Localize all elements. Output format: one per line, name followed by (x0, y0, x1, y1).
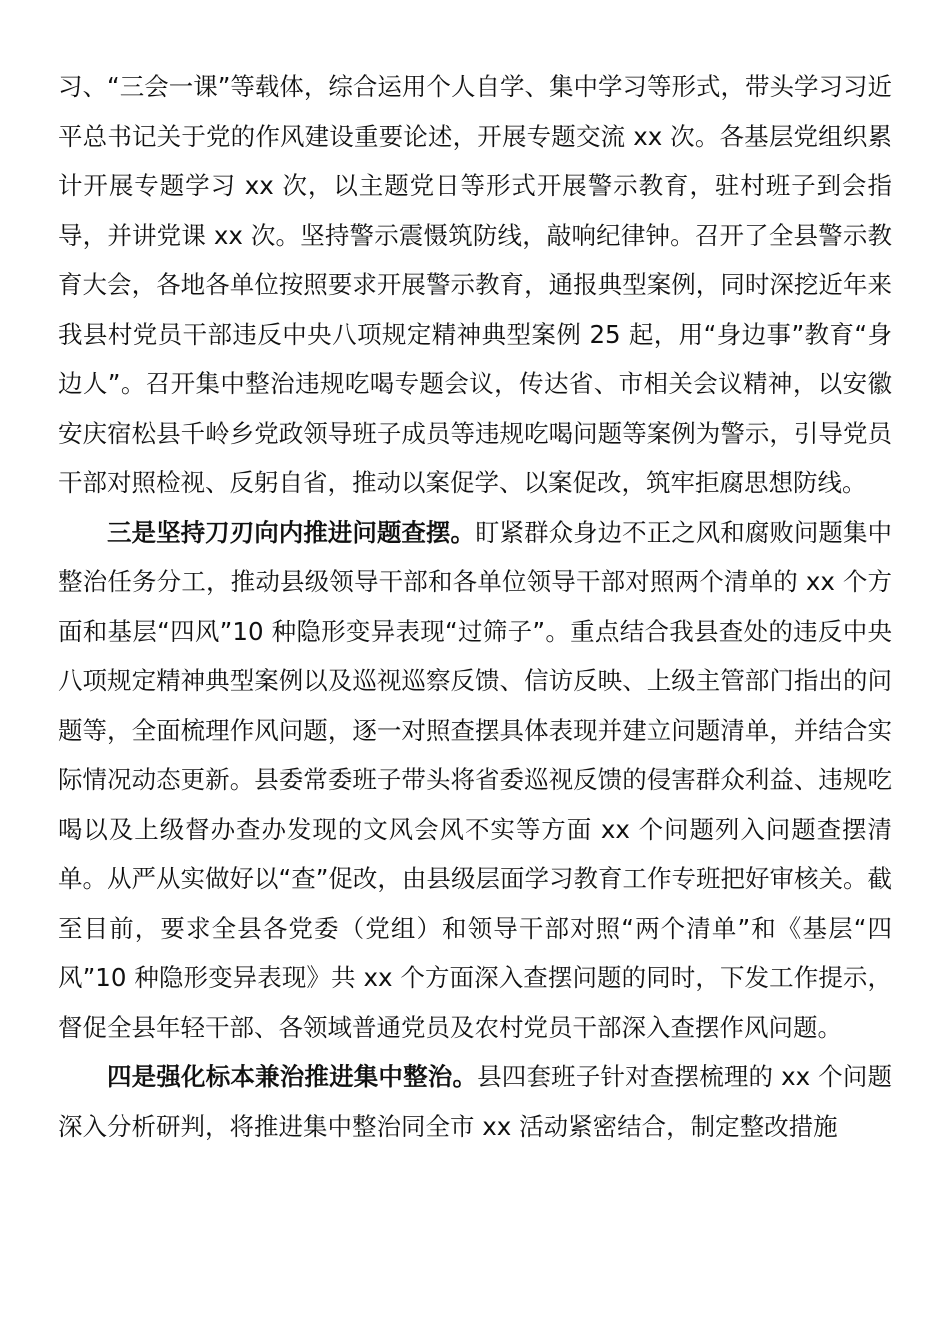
paragraph-continued (58, 62, 892, 508)
paragraph-problem-review (58, 508, 892, 1053)
document-page (58, 62, 892, 1151)
paragraph-body: 盯紧群众身边不正之风和腐败问题集中整治任务分工，推动县级领导干部和各单位领导干部对照两个清单的 xx 个方面和基层“四风”10 种隐形变异表现“过筛子”。重点结合我县查处的违反中央八项规定精神典型案例以及巡视巡察反馈、信访反映、上级主管部门指出的问题等，全面梳理作风问题，逐一对照查摆具体表现并建立问题清单，并结合实际情况动态更新。县委常委班子带头将省委巡视反馈的侵害群众利益、违规吃喝以及上级督办查办发现的文风会风不实等方面 xx 个问题列入问题查摆清单。从严从实做好以“查”促改，由县级层面学习教育工作专班把好审核关。截至目前，要求全县各党委（党组）和领导干部对照“两个清单”和《基层“四风”10 种隐形变异表现》共 xx 个方面深入查摆问题的同时，下发工作提示，督促全县年轻干部、各领域普通党员及农村党员干部深入查摆作风问题。 (58, 517, 892, 1042)
paragraph-heading: 四是强化标本兼治推进集中整治。 (107, 1062, 478, 1091)
paragraph-heading: 三是坚持刀刃向内推进问题查摆。 (107, 517, 475, 547)
paragraph-rectification (58, 1052, 892, 1151)
paragraph-body: 习、“三会一课”等载体，综合运用个人自学、集中学习等形式，带头学习习近平总书记关于党的作风建设重要论述，开展专题交流 xx 次。各基层党组织累计开展专题学习 xx 次，以主题党日等形式开展警示教育，驻村班子到会指导，并讲党课 xx 次。坚持警示震慑筑防线，敲响纪律钟。召开了全县警示教育大会，各地各单位按照要求开展警示教育，通报典型案例，同时深挖近年来我县村党员干部违反中央八项规定精神典型案例 25 起，用“身边事”教育“身边人”。召开集中整治违规吃喝专题会议，传达省、市相关会议精神，以安徽安庆宿松县千岭乡党政领导班子成员等违规吃喝问题等案例为警示，引导党员干部对照检视、反躬自省，推动以案促学、以案促改，筑牢拒腐思想防线。 (58, 72, 892, 497)
paragraph-body: 县四套班子针对查摆梳理的 xx 个问题深入分析研判，将推进集中整治同全市 xx 活动紧密结合，制定整改措施 (58, 1062, 892, 1141)
